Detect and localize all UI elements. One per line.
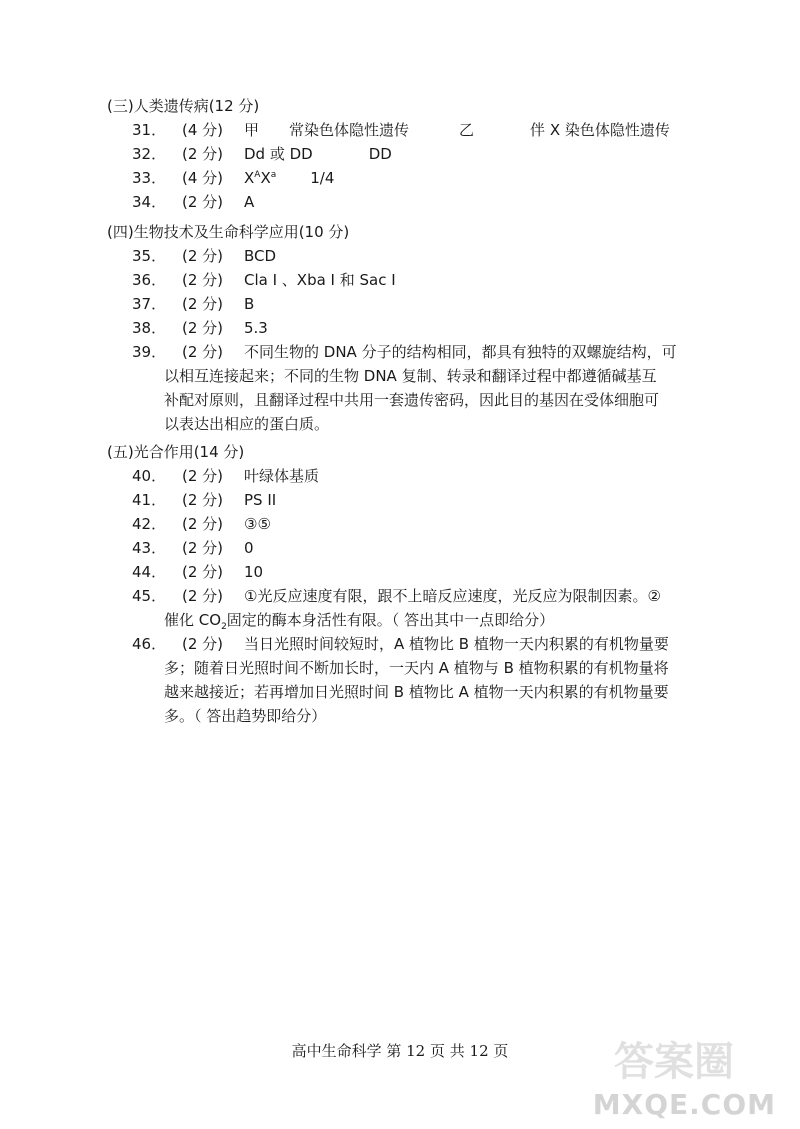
question-number: 43． bbox=[132, 539, 167, 557]
question-44 bbox=[132, 562, 263, 582]
answer-part: B bbox=[244, 295, 255, 313]
question-number: 45． bbox=[132, 587, 167, 605]
question-46 bbox=[132, 634, 669, 654]
question-number: 37． bbox=[132, 295, 167, 313]
question-points: (4 分) bbox=[182, 169, 224, 187]
question-35 bbox=[132, 246, 276, 266]
question-43 bbox=[132, 538, 254, 558]
question-number: 41． bbox=[132, 491, 167, 509]
answer-part: 5.3 bbox=[244, 319, 268, 337]
question-45 bbox=[132, 586, 661, 606]
answer-part: 乙 bbox=[459, 121, 475, 139]
question-points: (2 分) bbox=[182, 343, 224, 361]
answer-part: Cla I 、Xba I 和 Sac I bbox=[244, 271, 396, 289]
answer-part: 伴 X 染色体隐性遗传 bbox=[530, 121, 670, 139]
question-number: 40． bbox=[132, 467, 167, 485]
question-number: 34． bbox=[132, 193, 167, 211]
answer-line: 越来越接近；若再增加日光照时间 B 植物比 A 植物一天内积累的有机物量要 bbox=[164, 683, 669, 701]
answer-line: 补配对原则，且翻译过程中共用一套遗传密码，因此目的基因在受体细胞可 bbox=[164, 391, 660, 409]
question-38 bbox=[132, 318, 268, 338]
question-points: (2 分) bbox=[182, 563, 224, 581]
answer-part: 0 bbox=[244, 539, 254, 557]
answer-part: A bbox=[244, 193, 255, 211]
answer-part: 叶绿体基质 bbox=[244, 467, 320, 485]
answer-line: 以表达出相应的蛋白质。 bbox=[164, 415, 330, 433]
section-heading-4: (四)生物技术及生命科学应用(10 分) bbox=[107, 223, 350, 241]
question-number: 35． bbox=[132, 247, 167, 265]
question-points: (2 分) bbox=[182, 193, 224, 211]
question-points: (4 分) bbox=[182, 121, 224, 139]
question-points: (2 分) bbox=[182, 491, 224, 509]
question-number: 31． bbox=[132, 121, 167, 139]
question-number: 42． bbox=[132, 515, 167, 533]
genotype: $X^AX^a$ bbox=[244, 169, 277, 187]
question-41 bbox=[132, 490, 276, 510]
answer-part: 10 bbox=[244, 563, 264, 581]
answer-part: 1/4 bbox=[310, 169, 335, 187]
answer-part: ③⑤ bbox=[244, 515, 271, 533]
question-36 bbox=[132, 270, 396, 290]
answer-part: BCD bbox=[244, 247, 277, 265]
question-points: (2 分) bbox=[182, 271, 224, 289]
answer-line: 以相互连接起来；不同的生物 DNA 复制、转录和翻译过程中都遵循碱基互 bbox=[164, 367, 657, 385]
question-number: 44． bbox=[132, 563, 167, 581]
question-33 bbox=[132, 168, 334, 188]
answer-part: 甲 bbox=[244, 121, 260, 139]
watermark-logo: 答案圈 bbox=[614, 1039, 734, 1085]
question-points: (2 分) bbox=[182, 539, 224, 557]
question-number: 32． bbox=[132, 145, 167, 163]
section-heading-5: (五)光合作用(14 分) bbox=[107, 443, 245, 461]
question-number: 46． bbox=[132, 635, 167, 653]
question-40 bbox=[132, 466, 319, 486]
answer-line: 催化 $CO_2$固定的酶本身活性有限。（ 答出其中一点即给分） bbox=[164, 611, 555, 632]
watermark-text: MXQE.COM bbox=[592, 1088, 776, 1121]
question-32 bbox=[132, 144, 392, 164]
answer-part: DD bbox=[368, 145, 392, 163]
answer-part: PS II bbox=[244, 491, 277, 509]
section-heading-3: (三)人类遗传病(12 分) bbox=[107, 97, 260, 115]
page-footer: 高中生命科学 第 12 页 共 12 页 bbox=[291, 1042, 509, 1060]
question-number: 39． bbox=[132, 343, 167, 361]
question-points: (2 分) bbox=[182, 635, 224, 653]
question-number: 33． bbox=[132, 169, 167, 187]
answer-line: 多；随着日光照时间不断加长时，一天内 A 植物与 B 植物积累的有机物量将 bbox=[164, 659, 669, 677]
question-points: (2 分) bbox=[182, 247, 224, 265]
question-42 bbox=[132, 514, 271, 534]
question-number: 38． bbox=[132, 319, 167, 337]
answer-part: 常染色体隐性遗传 bbox=[289, 121, 410, 139]
question-points: (2 分) bbox=[182, 515, 224, 533]
question-points: (2 分) bbox=[182, 467, 224, 485]
answer-part: Dd 或 DD bbox=[244, 145, 313, 163]
question-points: (2 分) bbox=[182, 295, 224, 313]
question-points: (2 分) bbox=[182, 319, 224, 337]
question-39 bbox=[132, 342, 677, 362]
question-points: (2 分) bbox=[182, 145, 224, 163]
question-number: 36． bbox=[132, 271, 167, 289]
answer-line: ①光反应速度有限，跟不上暗反应速度，光反应为限制因素。② bbox=[244, 587, 661, 605]
question-31 bbox=[132, 120, 670, 140]
question-34 bbox=[132, 192, 254, 212]
answer-line: 多。（ 答出趋势即给分） bbox=[164, 707, 327, 725]
answer-line: 不同生物的 DNA 分子的结构相同，都具有独特的双螺旋结构，可 bbox=[244, 343, 677, 361]
answer-line: 当日光照时间较短时，A 植物比 B 植物一天内积累的有机物量要 bbox=[244, 635, 669, 653]
question-37 bbox=[132, 294, 254, 314]
question-points: (2 分) bbox=[182, 587, 224, 605]
